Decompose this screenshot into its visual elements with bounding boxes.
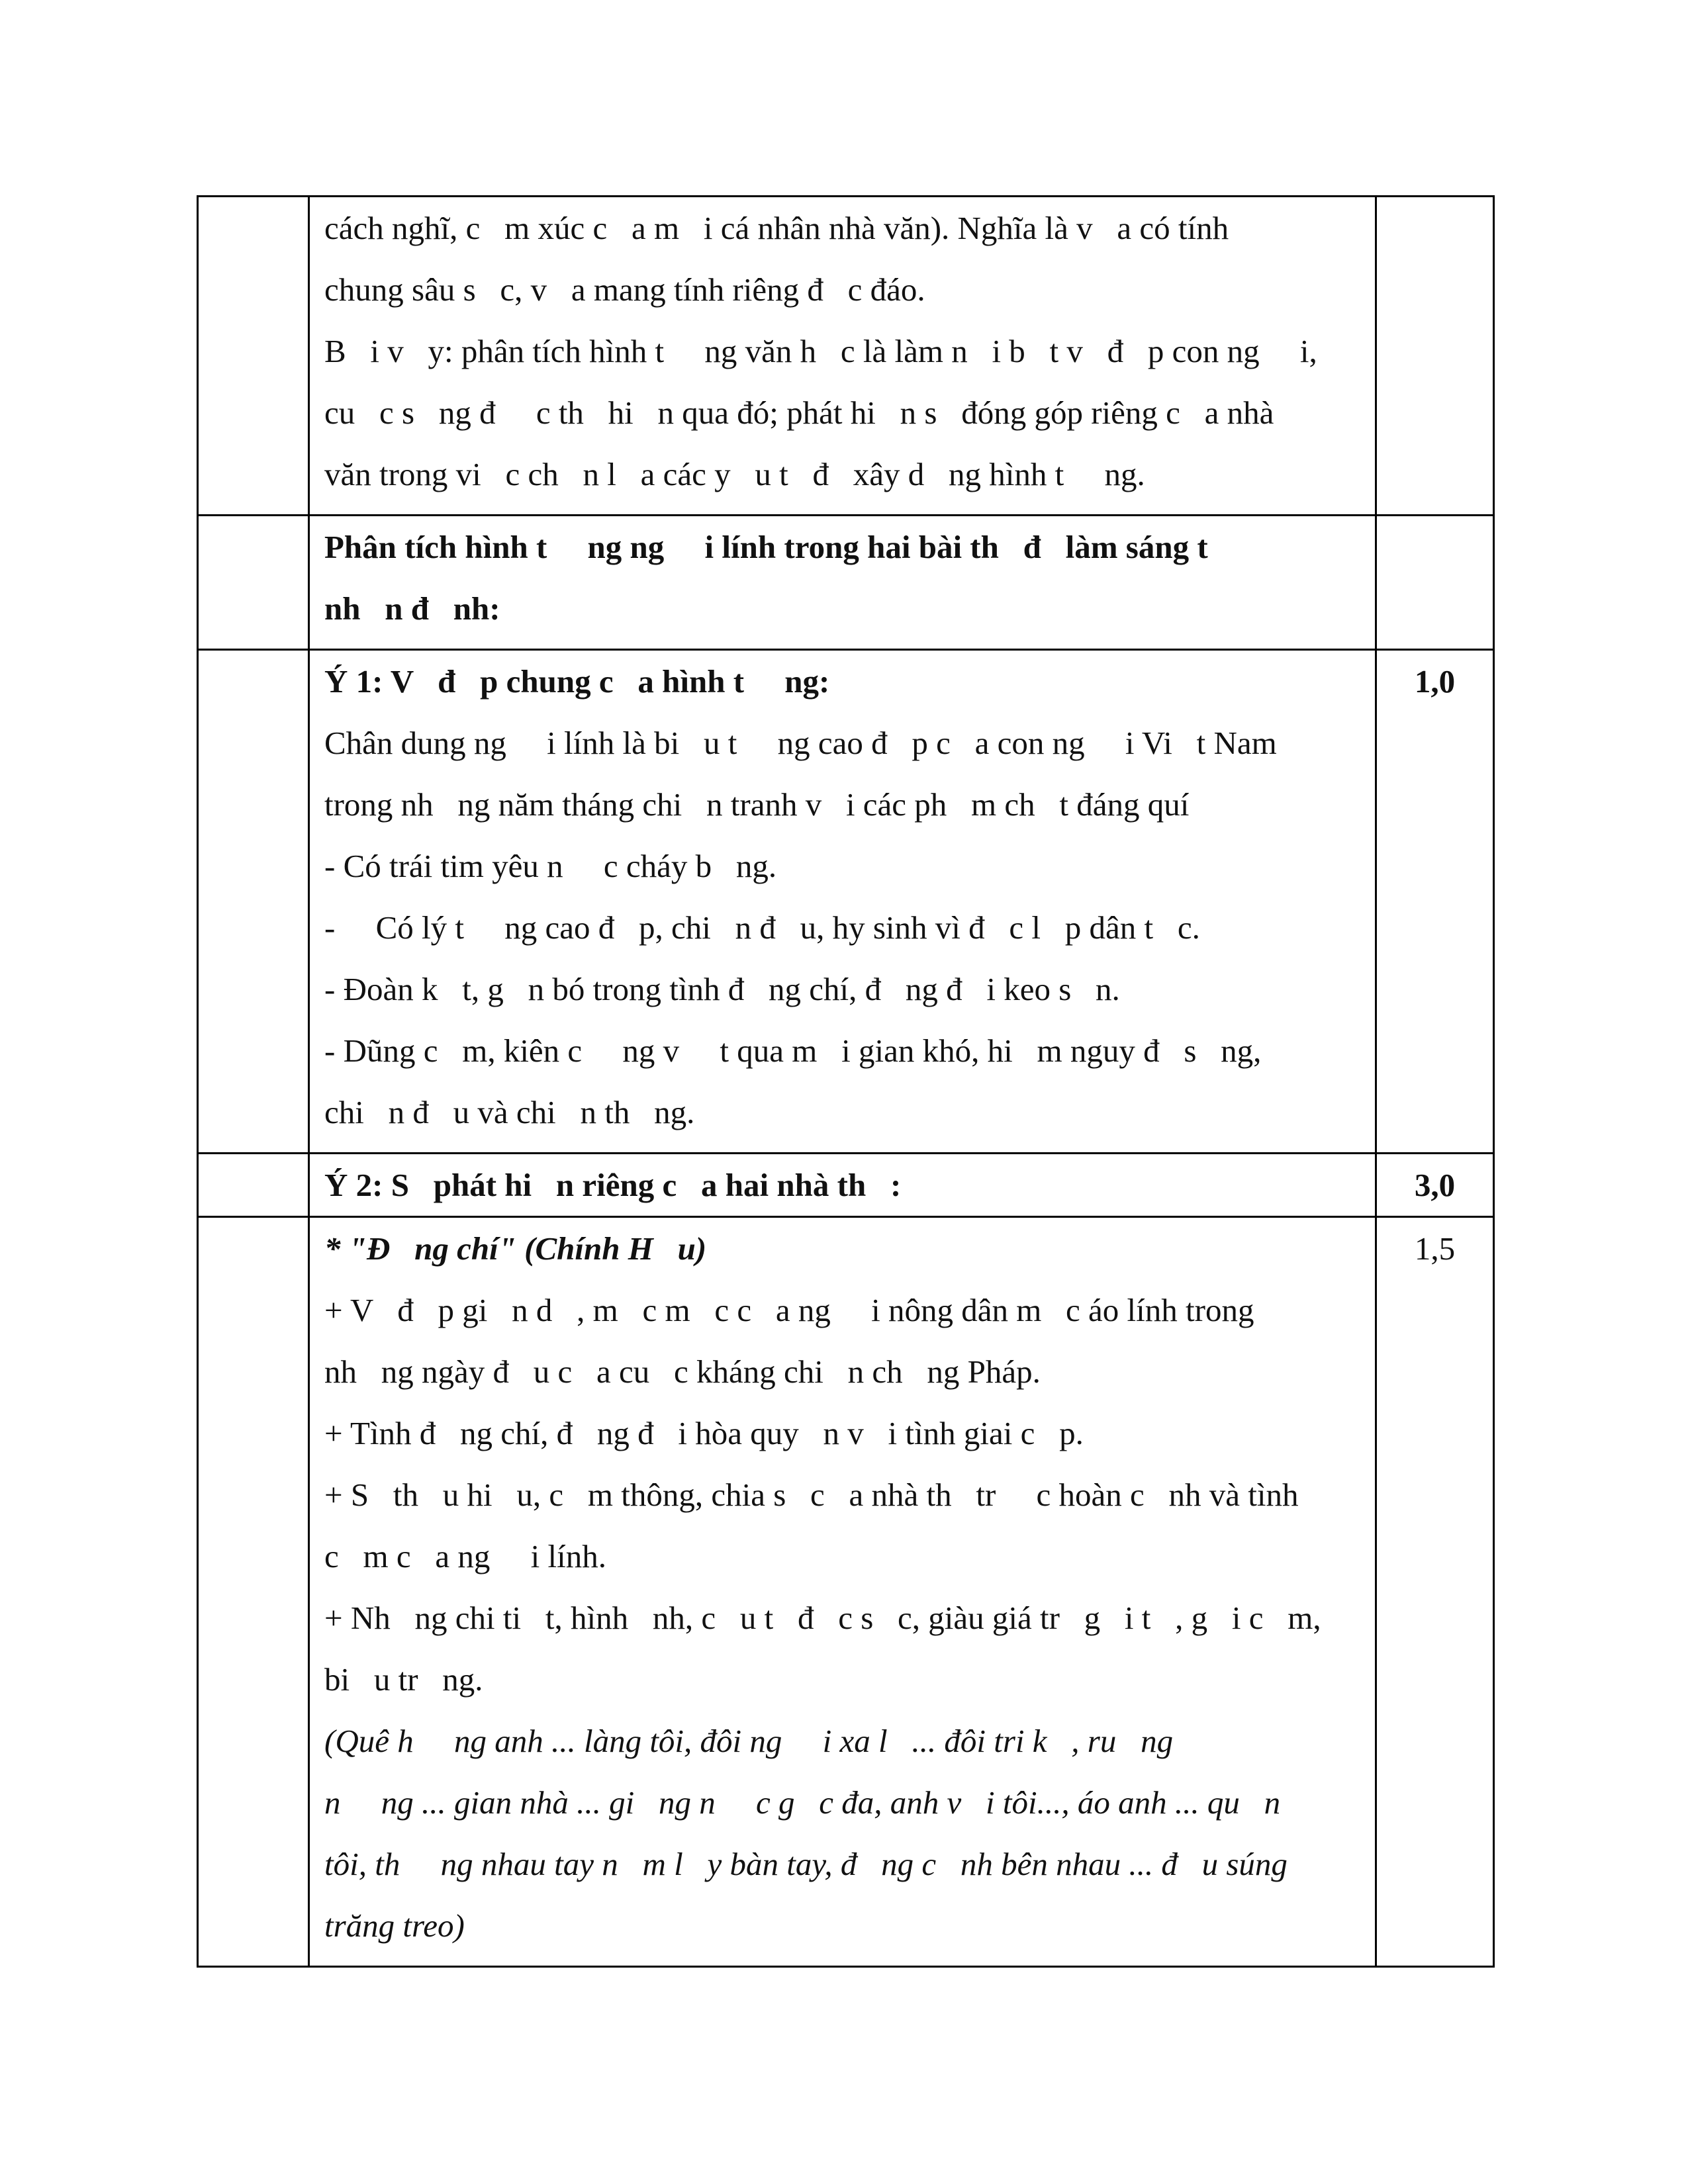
text-line: văn trong vi c ch n l a các y u t đ xây d ng hình t ng. — [324, 456, 1145, 492]
content-cell — [309, 650, 1376, 1154]
table-row — [198, 650, 1494, 1154]
content-cell — [309, 197, 1376, 516]
index-cell — [198, 650, 309, 1154]
text-line: - Có lý t ng cao đ p, chi n đ u, hy sinh vì đ c l p dân t c. — [324, 909, 1200, 946]
text-line: + V đ p gi n d , m c m c c a ng i nông dân m c áo lính trong — [324, 1292, 1254, 1328]
answer-table — [197, 195, 1495, 1968]
score-value: 1,0 — [1414, 663, 1456, 700]
table-row — [198, 197, 1494, 516]
text-line: - Dũng c m, kiên c ng v t qua m i gian khó, hi m nguy đ s ng, — [324, 1032, 1262, 1069]
text-line: trong nh ng năm tháng chi n tranh v i các ph m ch t đáng quí — [324, 786, 1190, 823]
table-row — [198, 1217, 1494, 1967]
text-line: c m c a ng i lính. — [324, 1538, 606, 1574]
text-line: + Tình đ ng chí, đ ng đ i hòa quy n v i tình giai c p. — [324, 1415, 1084, 1451]
point-title: Ý 1: V đ p chung c a hình t ng: — [324, 663, 830, 700]
text-line: chung sâu s c, v a mang tính riêng đ c đáo. — [324, 271, 925, 308]
text-line: + S th u hi u, c m thông, chia s c a nhà th tr c hoàn c nh và tình — [324, 1477, 1299, 1513]
score-cell — [1376, 1217, 1494, 1967]
score-cell — [1376, 1154, 1494, 1217]
text-line: chi n đ u và chi n th ng. — [324, 1094, 695, 1130]
score-value: 1,5 — [1414, 1230, 1456, 1267]
text-line: B i v y: phân tích hình t ng văn h c là làm n i b t v đ p con ng i, — [324, 333, 1317, 369]
index-cell — [198, 1154, 309, 1217]
poem-title: * "Đ ng chí" (Chính H u) — [324, 1230, 707, 1267]
score-value: 3,0 — [1414, 1167, 1456, 1203]
table-row — [198, 1154, 1494, 1217]
content-cell — [309, 516, 1376, 650]
text-line: + Nh ng chi ti t, hình nh, c u t đ c s c, giàu giá tr g i t , g i c m, — [324, 1600, 1321, 1636]
score-cell — [1376, 650, 1494, 1154]
quote-line: n ng ... gian nhà ... gi ng n c g c đa, anh v i tôi..., áo anh ... qu n — [324, 1784, 1281, 1821]
text-line: cu c s ng đ c th hi n qua đó; phát hi n s đóng góp riêng c a nhà — [324, 394, 1274, 431]
index-cell — [198, 1217, 309, 1967]
score-cell — [1376, 516, 1494, 650]
score-cell — [1376, 197, 1494, 516]
quote-line: trăng treo) — [324, 1907, 465, 1944]
text-line: - Có trái tim yêu n c cháy b ng. — [324, 848, 777, 884]
point-title: Ý 2: S phát hi n riêng c a hai nhà th : — [324, 1167, 902, 1203]
text-line: cách nghĩ, c m xúc c a m i cá nhân nhà văn). Nghĩa là v a có tính — [324, 210, 1229, 246]
section-heading: nh n đ nh: — [324, 590, 500, 627]
text-line: nh ng ngày đ u c a cu c kháng chi n ch ng Pháp. — [324, 1353, 1041, 1390]
quote-line: (Quê h ng anh ... làng tôi, đôi ng i xa l ... đôi tri k , ru ng — [324, 1723, 1174, 1759]
section-heading: Phân tích hình t ng ng i lính trong hai bài th đ làm sáng t — [324, 529, 1208, 565]
content-cell — [309, 1217, 1376, 1967]
quote-line: tôi, th ng nhau tay n m l y bàn tay, đ ng c nh bên nhau ... đ u súng — [324, 1846, 1288, 1882]
index-cell — [198, 197, 309, 516]
text-line: bi u tr ng. — [324, 1661, 483, 1698]
text-line: - Đoàn k t, g n bó trong tình đ ng chí, đ ng đ i keo s n. — [324, 971, 1120, 1007]
table-row — [198, 516, 1494, 650]
text-line: Chân dung ng i lính là bi u t ng cao đ p c a con ng i Vi t Nam — [324, 725, 1277, 761]
index-cell — [198, 516, 309, 650]
content-cell — [309, 1154, 1376, 1217]
